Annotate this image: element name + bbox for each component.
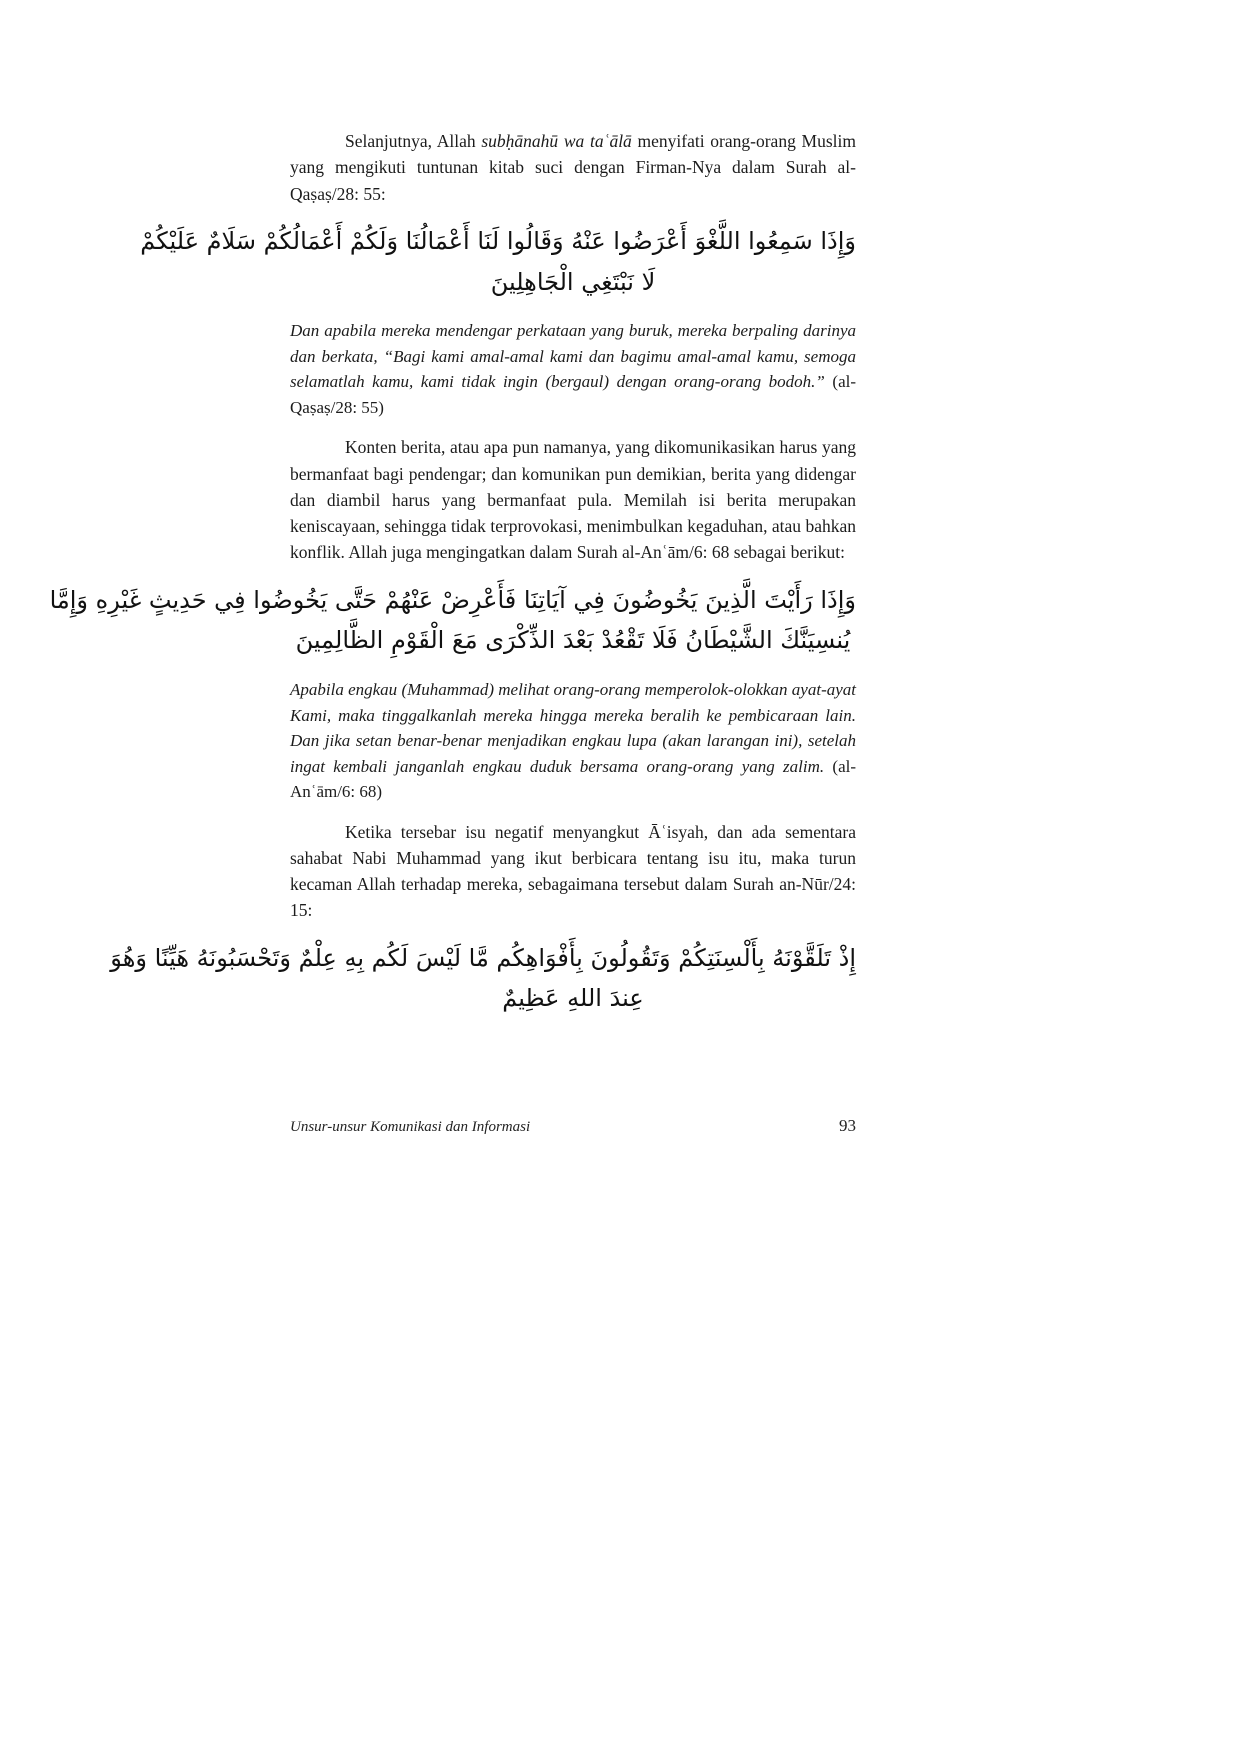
page-number: 93 [839,1116,856,1135]
verse-citation: (al-Qaṣaṣ/28: 55) [290,372,856,417]
translation-al-anam-68 [290,677,856,805]
paragraph-intro [290,128,856,207]
running-title: Unsur-unsur Komunikasi dan Informasi [290,1119,531,1135]
arabic-honorific-transliteration: subḥānahū wa taʿālā [481,131,632,151]
translation-text: Apabila engkau (Muhammad) melihat orang-orang memperolok-olokkan ayat-ayat Kami, maka tinggalkanlah mereka hingga mereka beralih ke pembicaraan lain. Dan jika setan benar-benar menjadikan engkau lupa (akan larangan ini), setelah ingat kembali janganlah engkau duduk bersama orang-orang yang zalim. [290,680,856,776]
verse-citation: (al-Anʿām/6: 68) [290,756,856,802]
arabic-verse-an-nur-15 [110,938,856,1020]
arabic-verse-line: وَإِذَا رَأَيْتَ الَّذِينَ يَخُوضُونَ فِي آيَاتِنَا فَأَعْرِضْ عَنْهُمْ حَتَّى يَخُوضُوا فِي حَدِيثٍ غَيْرِهِ وَإِمَّا [49,585,856,614]
page-content [49,128,856,1035]
arabic-verse-al-qasas-55 [140,221,856,303]
paragraph-konten-berita [290,434,856,565]
paragraph-text: Ketika tersebar isu negatif menyangkut Āʿisyah, dan ada sementara sahabat Nabi Muhammad yang ikut berbicara tentang isu itu, maka turun kecaman Allah terhadap mereka, sebagaimana tersebut dalam Surah an-Nūr/24: 15: [290,821,856,921]
paragraph-intro-text-continued: menyifati orang-orang Muslim yang mengikuti tuntunan kitab suci dengan Firman-Nya dalam Surah al-Qaṣaṣ/28: 55: [290,131,856,204]
translation-text: Dan apabila mereka mendengar perkataan yang buruk, mereka berpaling darinya dan berkata, “Bagi kami amal-amal kami dan bagimu amal-amal kamu, semoga selamatlah kamu, kami tidak ingin (bergaul) dengan orang-orang bodoh.” [290,321,856,392]
page-footer [290,1116,856,1136]
arabic-verse-line: لَا نَبْتَغِي الْجَاهِلِينَ [490,267,656,296]
arabic-verse-line: إِذْ تَلَقَّوْنَهُ بِأَلْسِنَتِكُمْ وَتَقُولُونَ بِأَفْوَاهِكُم مَّا لَيْسَ لَكُم بِهِ عِلْمٌ وَتَحْسَبُونَهُ هَيِّنًا وَهُوَ [110,943,856,972]
arabic-verse-line: وَإِذَا سَمِعُوا اللَّغْوَ أَعْرَضُوا عَنْهُ وَقَالُوا لَنَا أَعْمَالُنَا وَلَكُمْ أَعْمَالُكُمْ سَلَامٌ عَلَيْكُمْ [140,226,856,255]
arabic-verse-line: عِندَ اللهِ عَظِيمٌ [502,984,644,1013]
paragraph-intro-text: Selanjutnya, Allah [345,131,482,151]
translation-al-qasas-55 [290,318,856,420]
arabic-verse-line: يُنسِيَنَّكَ الشَّيْطَانُ فَلَا تَقْعُدْ بَعْدَ الذِّكْرَى مَعَ الْقَوْمِ الظَّالِمِينَ [295,626,851,655]
paragraph-isu-aisyah [290,819,856,924]
paragraph-text: Konten berita, atau apa pun namanya, yang dikomunikasikan harus yang bermanfaat bagi pendengar; dan komunikan pun demikian, berita yang didengar dan diambil harus yang bermanfaat pula. Memilah isi berita merupakan keniscayaan, sehingga tidak terprovokasi, menimbulkan kegaduhan, atau bahkan konflik. Allah juga mengingatkan dalam Surah al-Anʿām/6: 68 sebagai berikut: [290,437,856,563]
arabic-verse-al-anam-68 [49,580,856,662]
